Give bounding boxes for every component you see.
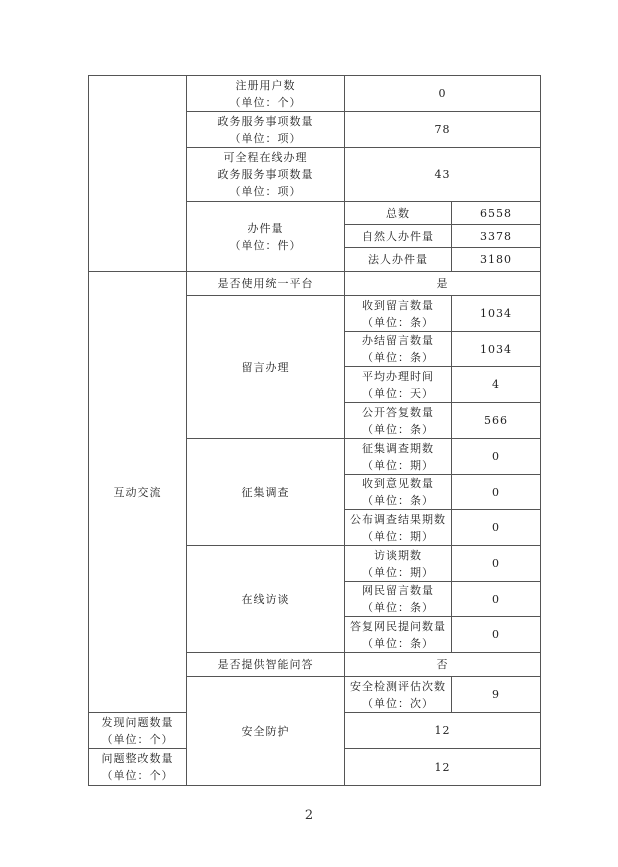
value-smart-qa: 否 <box>345 653 541 677</box>
value-security-checks: 9 <box>452 677 541 713</box>
value-service-items: 78 <box>345 112 541 148</box>
label-unified-platform: 是否使用统一平台 <box>187 272 345 296</box>
label-message-handling: 留言办理 <box>187 296 345 439</box>
value-online-service-items: 43 <box>345 148 541 202</box>
label-survey-periods: 征集调查期数 （单位：期） <box>345 439 452 475</box>
value-case-legal-person: 3180 <box>452 248 541 272</box>
label-case-total: 总数 <box>345 202 452 225</box>
label-messages-resolved: 办结留言数量 （单位：条） <box>345 332 452 367</box>
label-interview-periods: 访谈期数 （单位：期） <box>345 546 452 582</box>
value-answered-questions: 0 <box>452 617 541 653</box>
statistics-table <box>88 75 541 786</box>
value-case-natural-person: 3378 <box>452 225 541 248</box>
value-survey-result-periods: 0 <box>452 510 541 546</box>
category-interaction: 互动交流 <box>89 272 187 713</box>
page-number: 2 <box>304 808 314 823</box>
label-online-service-items: 可全程在线办理 政务服务事项数量 （单位：项） <box>187 148 345 202</box>
label-smart-qa: 是否提供智能问答 <box>187 653 345 677</box>
label-case-count: 办件量 （单位：件） <box>187 202 345 272</box>
value-survey-periods: 0 <box>452 439 541 475</box>
label-service-items: 政务服务事项数量 （单位：项） <box>187 112 345 148</box>
value-case-total: 6558 <box>452 202 541 225</box>
label-survey-result-periods: 公布调查结果期数 （单位：期） <box>345 510 452 546</box>
label-messages-received: 收到留言数量 （单位：条） <box>345 296 452 332</box>
value-unified-platform: 是 <box>345 272 541 296</box>
label-case-legal-person: 法人办件量 <box>345 248 452 272</box>
value-messages-received: 1034 <box>452 296 541 332</box>
value-netizen-messages: 0 <box>452 582 541 617</box>
label-registered-users: 注册用户数 （单位：个） <box>187 76 345 112</box>
label-opinions-received: 收到意见数量 （单位：条） <box>345 475 452 510</box>
label-security-checks: 安全检测评估次数 （单位：次） <box>345 677 452 713</box>
label-average-handling-time: 平均办理时间 （单位：天） <box>345 367 452 403</box>
category-cell-blank <box>89 76 187 272</box>
label-online-interview: 在线访谈 <box>187 546 345 653</box>
label-survey: 征集调查 <box>187 439 345 546</box>
label-netizen-messages: 网民留言数量 （单位：条） <box>345 582 452 617</box>
value-average-handling-time: 4 <box>452 367 541 403</box>
value-messages-resolved: 1034 <box>452 332 541 367</box>
value-interview-periods: 0 <box>452 546 541 582</box>
label-public-replies: 公开答复数量 （单位：条） <box>345 403 452 439</box>
value-issues-fixed: 12 <box>345 749 541 786</box>
value-public-replies: 566 <box>452 403 541 439</box>
label-issues-found: 发现问题数量 （单位：个） <box>89 713 187 749</box>
value-registered-users: 0 <box>345 76 541 112</box>
label-answered-questions: 答复网民提问数量 （单位：条） <box>345 617 452 653</box>
label-issues-fixed: 问题整改数量 （单位：个） <box>89 749 187 786</box>
category-security: 安全防护 <box>187 677 345 786</box>
label-case-natural-person: 自然人办件量 <box>345 225 452 248</box>
value-opinions-received: 0 <box>452 475 541 510</box>
value-issues-found: 12 <box>345 713 541 749</box>
